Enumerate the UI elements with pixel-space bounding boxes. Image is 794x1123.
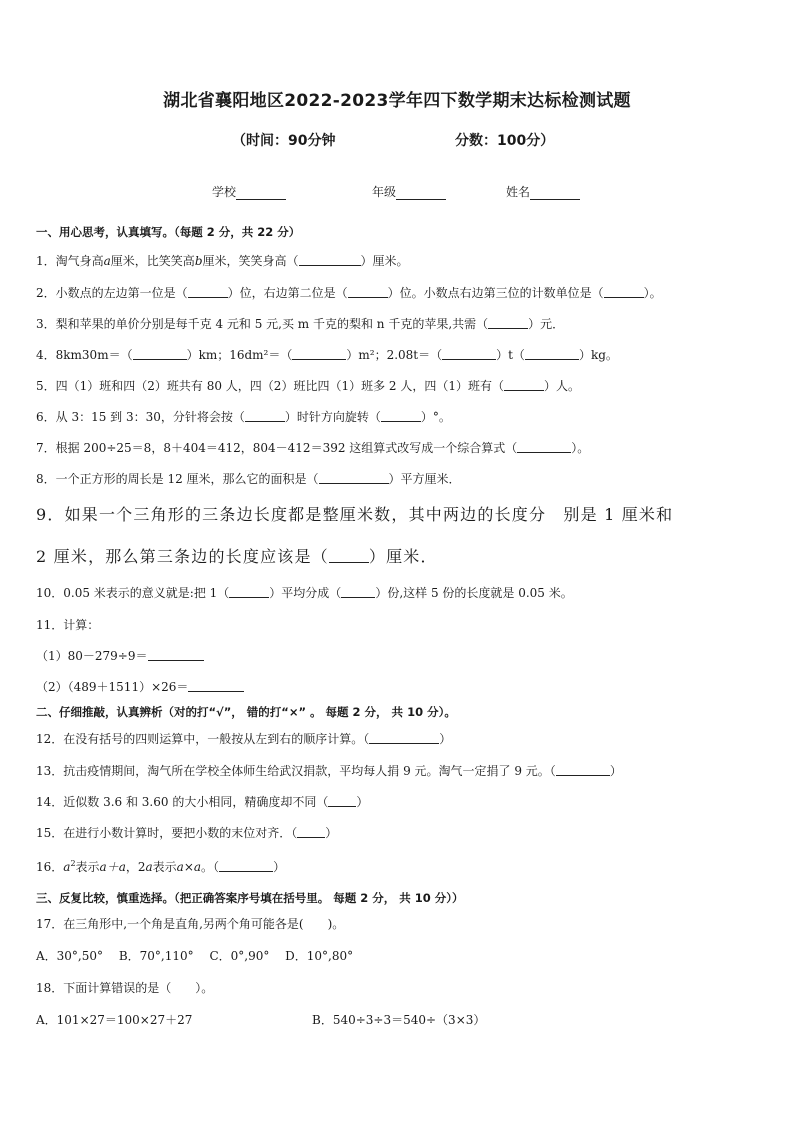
answer-blank[interactable] — [133, 348, 187, 360]
question-9-line-2: 2 厘米，那么第三条边的长度应该是（ ）厘米． — [36, 547, 438, 566]
question-4: 4．8km30m＝（ ）km；16dm²＝（ ）m²；2.08t＝（ ）t（ ）kg。 — [36, 348, 618, 362]
answer-blank[interactable] — [188, 286, 228, 298]
question-10: 10．0.05 米表示的意义就是:把 1（ ）平均分成（ ）份,这样 5 份的长度就是 0.05 米。 — [36, 586, 573, 600]
section-2-heading: 二、仔细推敲，认真辨析（对的打“√”， 错的打“×” 。 每题 2 分， 共 10 分）。 — [36, 705, 456, 719]
question-7: 7．根据 200÷25＝8，8＋404＝412，804－412＝392 这组算式改写成一个综合算式（ ）。 — [36, 441, 590, 455]
school-field — [212, 183, 286, 200]
school-label: 学校 — [212, 185, 237, 199]
answer-blank[interactable] — [556, 764, 610, 776]
name-field — [506, 183, 580, 200]
question-6: 6．从 3：15 到 3：30，分针将会按（ ）时针方向旋转（ ）°。 — [36, 410, 451, 424]
section-3-heading: 三、反复比较，慎重选择。（把正确答案序号填在括号里。 每题 2 分， 共 10 分）） — [36, 891, 464, 905]
question-18: 18．下面计算错误的是（ ）。 — [36, 981, 214, 995]
answer-blank[interactable] — [319, 472, 389, 484]
question-3: 3．梨和苹果的单价分别是每千克 4 元和 5 元,买 m 千克的梨和 n 千克的苹果,共需（ ）元． — [36, 317, 565, 331]
question-8: 8．一个正方形的周长是 12 厘米，那么它的面积是（ ）平方厘米． — [36, 472, 461, 486]
question-12: 12．在没有括号的四则运算中，一般按从左到右的顺序计算。（ ） — [36, 732, 452, 746]
answer-blank[interactable] — [229, 586, 269, 598]
answer-blank[interactable] — [442, 348, 496, 360]
question-13: 13．抗击疫情期间，淘气所在学校全体师生给武汉捐款，平均每人捐 9 元。淘气一定捐了 9 元。（ ） — [36, 764, 622, 778]
name-blank[interactable] — [530, 187, 580, 200]
answer-blank[interactable] — [148, 649, 204, 661]
answer-blank[interactable] — [245, 410, 285, 422]
question-11-part-2: （2）（489＋1511）×26＝ — [36, 678, 244, 695]
school-blank[interactable] — [236, 187, 286, 200]
grade-blank[interactable] — [396, 187, 446, 200]
question-18-option-b: B．540÷3÷3＝540÷（3×3） — [312, 1013, 486, 1027]
answer-blank[interactable] — [292, 348, 346, 360]
grade-label: 年级 — [372, 185, 397, 199]
question-16: 16．$a^2$表示a＋a，2a表示a×a。（ ） — [36, 859, 286, 874]
question-1: 1．淘气身高a厘米，比笑笑高b厘米，笑笑身高（ ）厘米。 — [36, 254, 409, 268]
answer-blank[interactable] — [369, 732, 439, 744]
answer-blank[interactable] — [219, 860, 273, 872]
grade-field — [372, 183, 446, 200]
question-15: 15．在进行小数计算时，要把小数的末位对齐．（ ） — [36, 826, 338, 840]
question-11-part-1: （1）80－279÷9＝ — [36, 647, 204, 664]
answer-blank[interactable] — [299, 254, 361, 266]
question-2: 2．小数点的左边第一位是（ ）位，右边第二位是（ ）位。小数点右边第三位的计数单位是（ ）。 — [36, 286, 662, 300]
answer-blank[interactable] — [188, 680, 244, 692]
time-label: （时间：90分钟 — [232, 133, 336, 149]
question-11: 11．计算： — [36, 618, 100, 632]
answer-blank[interactable] — [488, 317, 528, 329]
page-title: 湖北省襄阳地区2022-2023学年四下数学期末达标检测试题 — [163, 91, 631, 111]
answer-blank[interactable] — [604, 286, 644, 298]
answer-blank[interactable] — [504, 379, 544, 391]
score-label: 分数：100分） — [455, 133, 555, 149]
answer-blank[interactable] — [517, 441, 571, 453]
question-5: 5．四（1）班和四（2）班共有 80 人，四（2）班比四（1）班多 2 人，四（1）班有（ ）人。 — [36, 379, 580, 393]
answer-blank[interactable] — [525, 348, 579, 360]
answer-blank[interactable] — [381, 410, 421, 422]
answer-blank[interactable] — [348, 286, 388, 298]
question-9-line-1: 9．如果一个三角形的三条边长度都是整厘米数，其中两边的长度分 别是 1 厘米和 — [36, 505, 674, 524]
question-17-options: A．30°,50° B．70°,110° C．0°,90° D．10°,80° — [36, 949, 354, 963]
answer-blank[interactable] — [297, 826, 325, 838]
answer-blank[interactable] — [328, 795, 356, 807]
section-1-heading: 一、用心思考，认真填写。（每题 2 分，共 22 分） — [36, 225, 301, 239]
answer-blank[interactable] — [329, 547, 369, 563]
question-14: 14．近似数 3.6 和 3.60 的大小相同，精确度却不同（ ） — [36, 795, 369, 809]
question-18-option-a: A．101×27＝100×27＋27 — [36, 1013, 193, 1027]
name-label: 姓名 — [506, 185, 531, 199]
answer-blank[interactable] — [341, 586, 375, 598]
question-17: 17．在三角形中,一个角是直角,另两个角可能各是( )。 — [36, 917, 345, 931]
